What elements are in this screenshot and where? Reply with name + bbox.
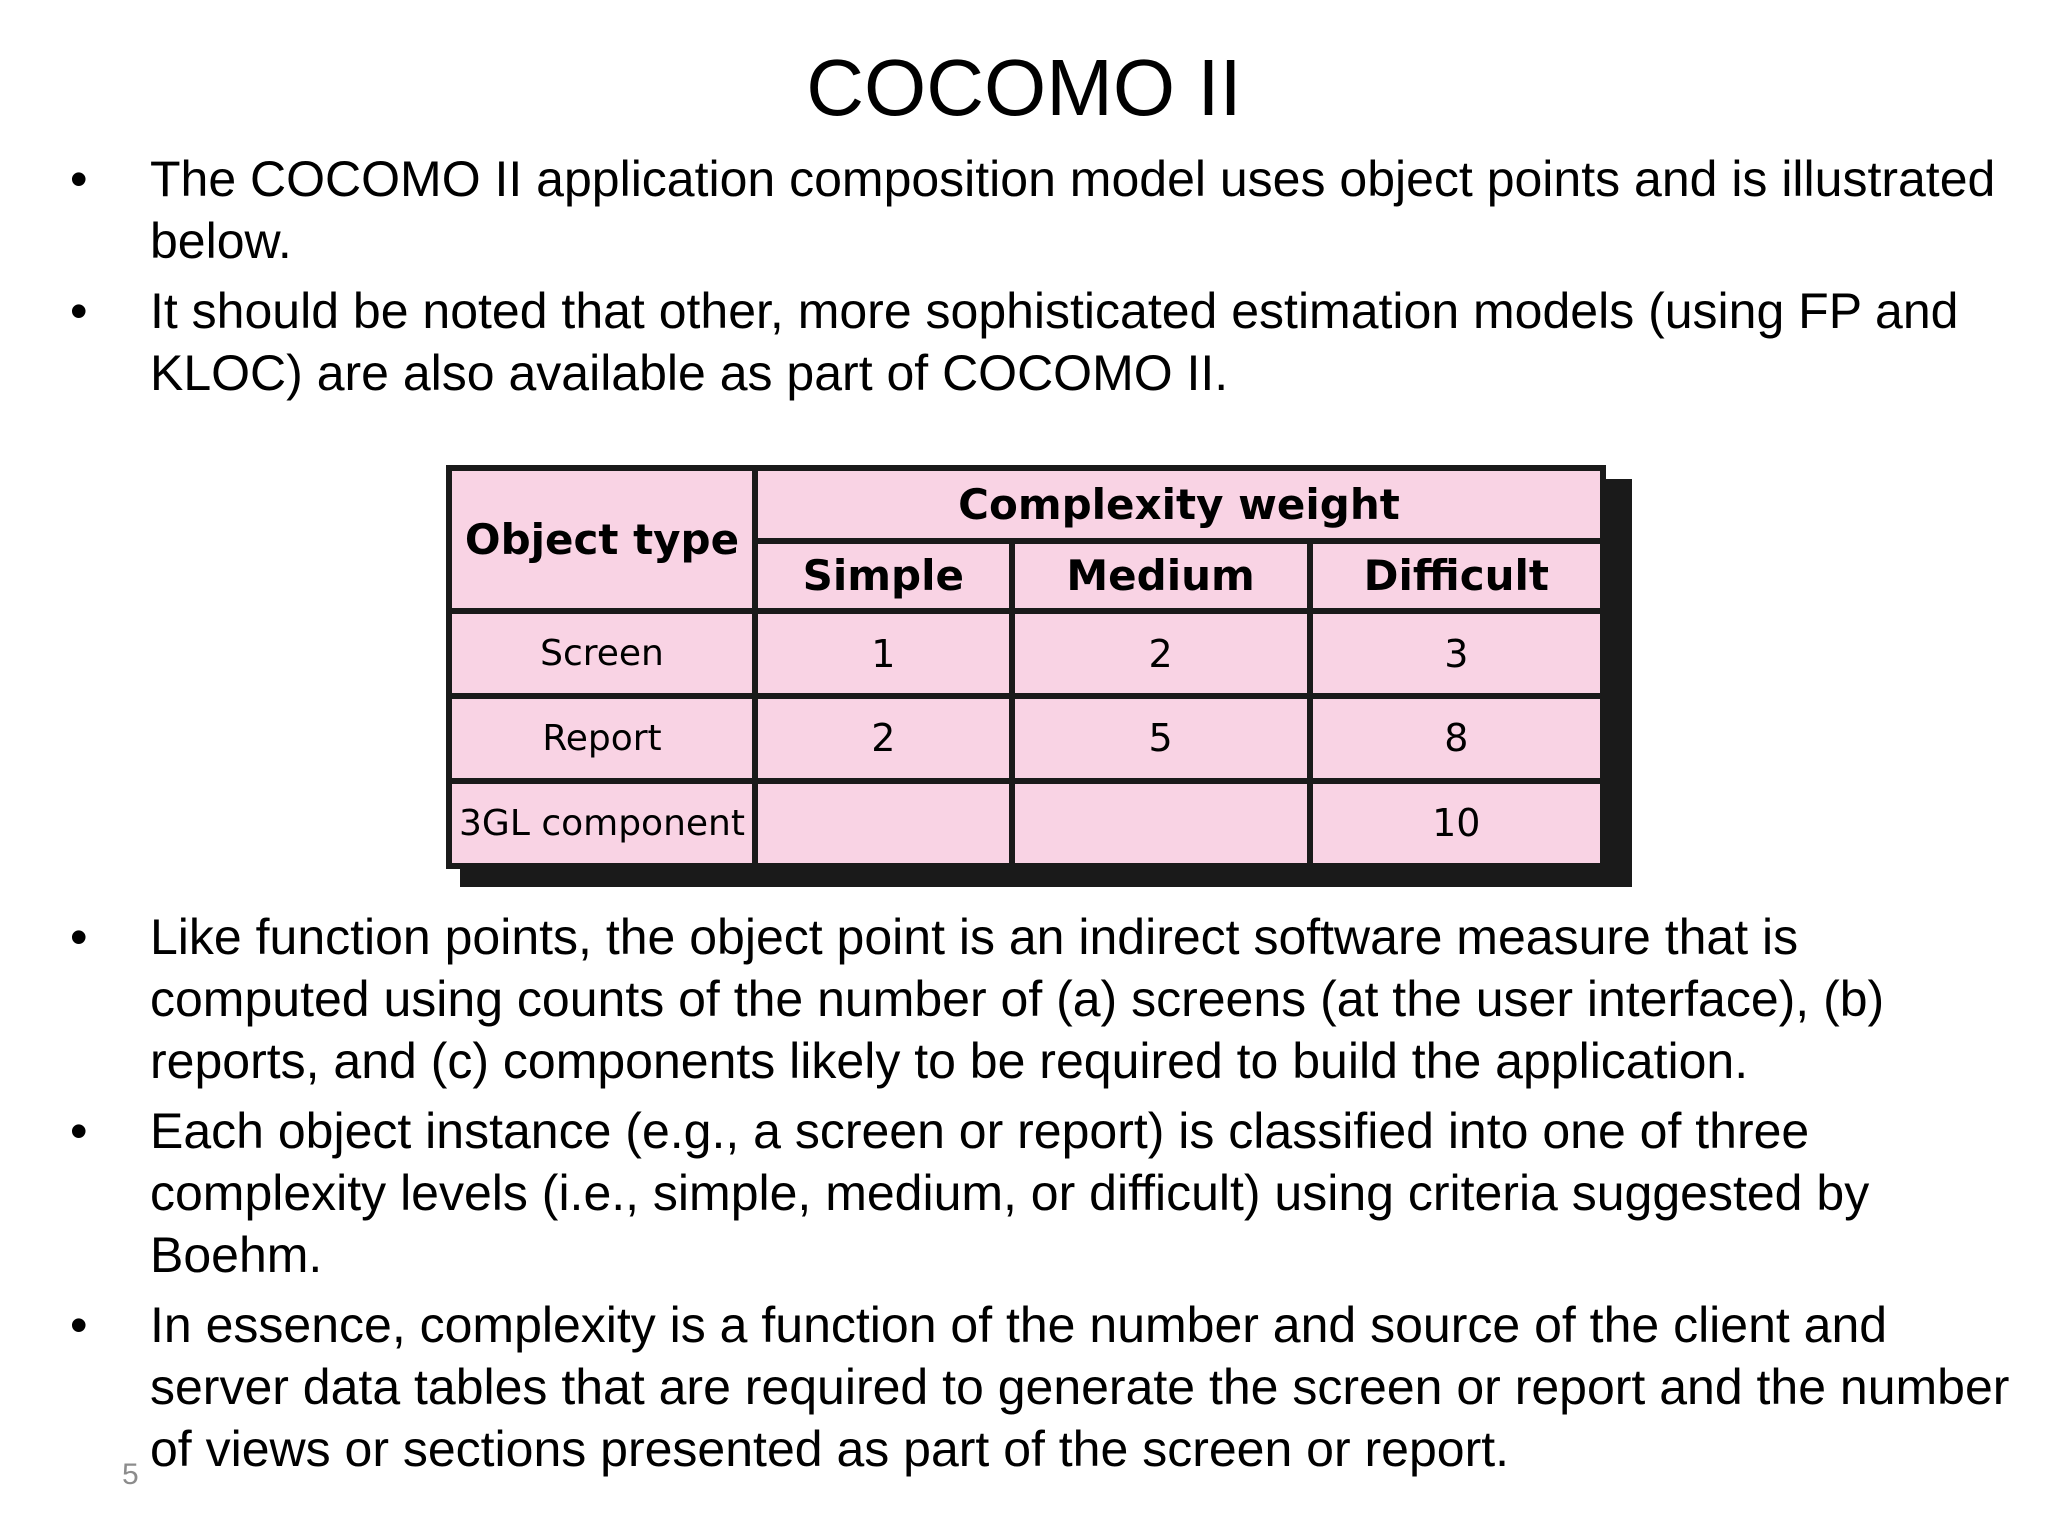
table-cell [1012,781,1310,866]
table-row [449,696,1603,781]
bullet-marker: • [70,283,88,339]
bullet-item [0,148,2048,272]
header-complexity-weight: Complexity weight [755,468,1603,541]
bullet-marker: • [70,1103,88,1159]
table-row [449,781,1603,866]
slide-title: COCOMO II [806,43,1242,132]
bullet-item [0,1294,2048,1480]
table-cell: 5 [1012,696,1310,781]
bullet-list-top [0,148,2048,412]
bullet-item [0,280,2048,404]
header-simple: Simple [755,541,1012,611]
table-cell [755,781,1012,866]
table-cell: 8 [1310,696,1603,781]
table-cell: 2 [755,696,1012,781]
header-difficult: Difficult [1310,541,1603,611]
row-label: Screen [449,611,755,696]
row-label: 3GL component [449,781,755,866]
bullet-list-bottom [0,906,2048,1488]
complexity-weight-table-container [446,465,1618,873]
bullet-text: The COCOMO II application composition model uses object points and is illustrated below. [150,151,1996,269]
complexity-weight-table [446,465,1606,869]
page-number: 5 [122,1458,139,1491]
table-row [449,611,1603,696]
bullet-marker: • [70,909,88,965]
header-object-type: Object type [449,468,755,611]
bullet-text: Like function points, the object point is an indirect software measure that is computed using counts of the number of (a) screens (at the user interface), (b) reports, and (c) components likely to be required to build the application. [150,909,1885,1089]
header-medium: Medium [1012,541,1310,611]
bullet-marker: • [70,151,88,207]
bullet-item [0,1100,2048,1286]
table-cell: 3 [1310,611,1603,696]
table-cell: 2 [1012,611,1310,696]
table-cell: 10 [1310,781,1603,866]
bullet-text: Each object instance (e.g., a screen or report) is classified into one of three complexity levels (i.e., simple, medium, or difficult) using criteria suggested by Boehm. [150,1103,1870,1283]
bullet-item [0,906,2048,1092]
bullet-text: In essence, complexity is a function of the number and source of the client and server data tables that are required to generate the screen or report and the number of views or sections presented as part of the screen or report. [150,1297,2010,1477]
row-label: Report [449,696,755,781]
table-cell: 1 [755,611,1012,696]
bullet-marker: • [70,1297,88,1353]
bullet-text: It should be noted that other, more sophisticated estimation models (using FP and KLOC) are also available as part of COCOMO II. [150,283,1959,401]
